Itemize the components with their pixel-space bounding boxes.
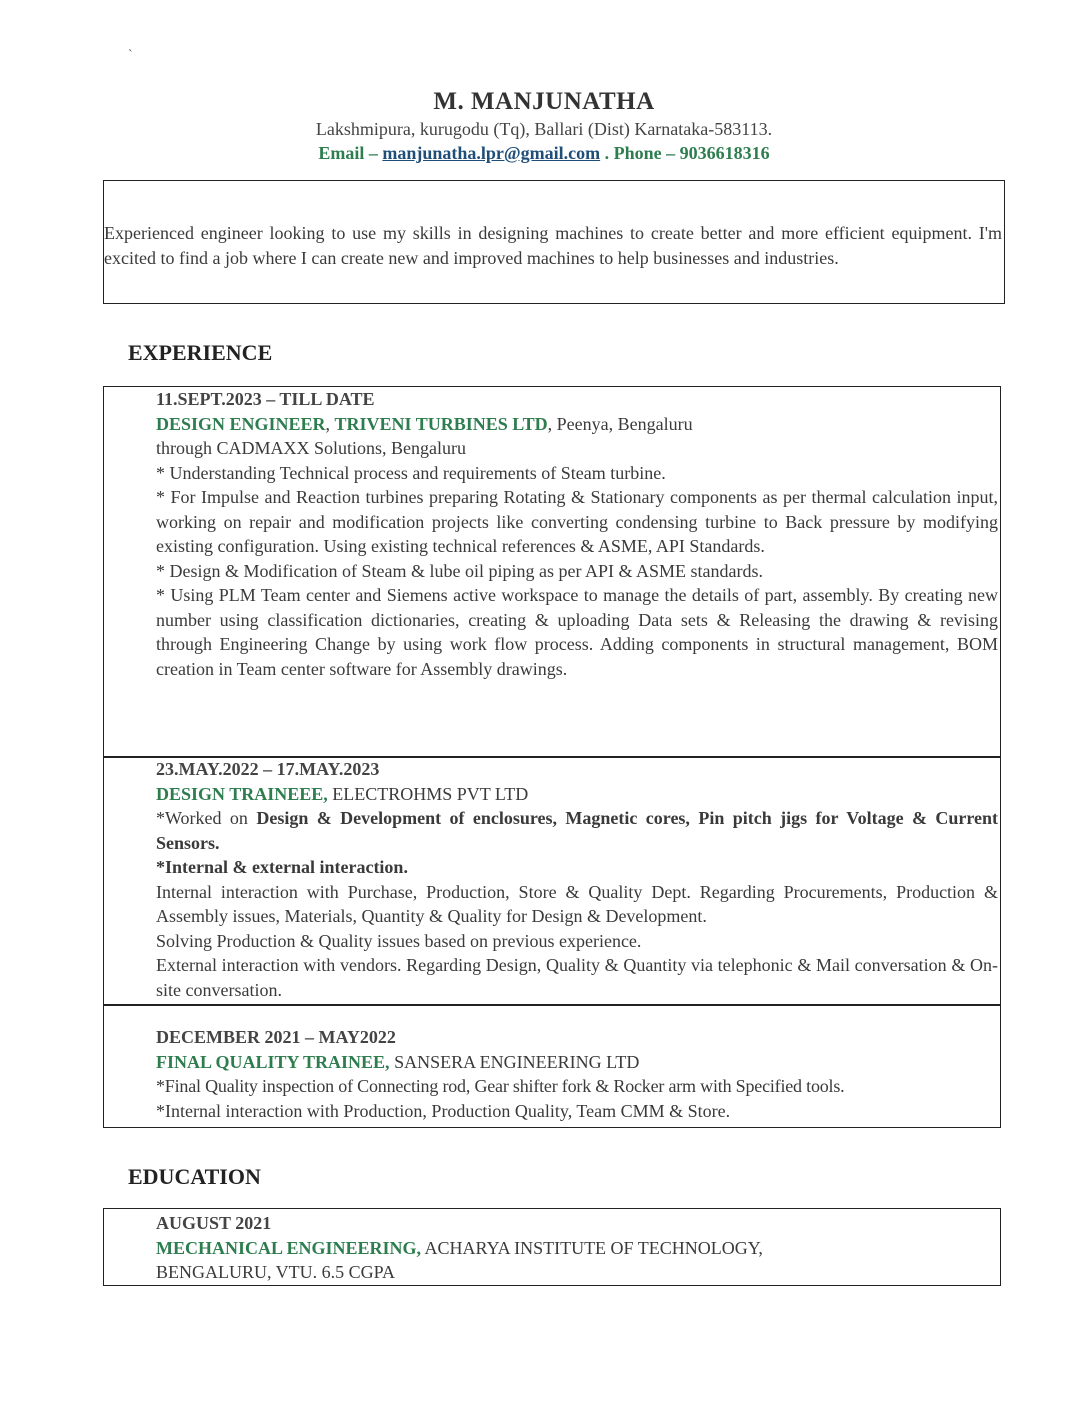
entry-via: through CADMAXX Solutions, Bengaluru <box>156 438 466 458</box>
experience-entry-3 <box>103 1004 1001 1128</box>
entry-point <box>156 806 998 855</box>
entry-location: , Peenya, Bengaluru <box>547 413 693 434</box>
entry-point: Solving Production & Quality issues based on previous experience. <box>156 930 642 951</box>
entry-point: *Final Quality inspection of Connecting rod, Gear shifter fork & Rocker arm with Specified tools. <box>156 1076 845 1096</box>
phone-number: 9036618316 <box>679 143 770 163</box>
entry-date: 23.MAY.2022 – 17.MAY.2023 <box>156 759 380 779</box>
education-details: BENGALURU, VTU. 6.5 CGPA <box>156 1262 396 1282</box>
entry-date: 11.SEPT.2023 – TILL DATE <box>156 389 375 409</box>
education-entry-content <box>156 1211 998 1285</box>
education-heading: EDUCATION <box>128 1164 261 1189</box>
stray-mark: ` <box>128 48 133 63</box>
summary-box <box>103 180 1005 304</box>
entry-role: DESIGN ENGINEER <box>156 413 326 434</box>
experience-entry-3-content <box>156 1025 1000 1123</box>
education-degree: MECHANICAL ENGINEERING, <box>156 1237 422 1258</box>
entry-company: ELECTROHMS PVT LTD <box>327 783 529 804</box>
entry-point: * Understanding Technical process and requirements of Steam turbine. <box>156 462 666 483</box>
entry-role-line <box>156 782 998 807</box>
entry-role: DESIGN TRAINEEE, <box>156 783 328 804</box>
entry-subheading: *Internal & external interaction. <box>156 857 408 877</box>
point-prefix: *Worked on <box>156 808 257 828</box>
education-degree-line <box>156 1236 998 1261</box>
experience-entry-2 <box>103 756 1001 1006</box>
entry-company-sep: , <box>325 413 335 434</box>
entry-point: *Internal interaction with Production, Production Quality, Team CMM & Store. <box>156 1100 731 1121</box>
entry-company: SANSERA ENGINEERING LTD <box>389 1051 640 1072</box>
summary-text: Experienced engineer looking to use my skills in designing machines to create better and more efficient equipment. I'm excited to find a job where I can create new and improved machines to help businesses and industries. <box>104 223 1002 268</box>
email-link[interactable]: manjunatha.lpr@gmail.com <box>382 143 601 163</box>
entry-role: FINAL QUALITY TRAINEE, <box>156 1051 390 1072</box>
experience-entry-2-content <box>156 757 998 1002</box>
email-label: Email – <box>318 143 383 163</box>
entry-date: DECEMBER 2021 – MAY2022 <box>156 1027 396 1047</box>
entry-point: External interaction with vendors. Regarding Design, Quality & Quantity via telephonic & Mail conversation & On-site conversation. <box>156 955 998 1000</box>
entry-point: * For Impulse and Reaction turbines preparing Rotating & Stationary components as per thermal calculation input, working on repair and modification projects like converting condensing turbine to Back pressure by modifying existing configuration. Using existing technical references & ASME, API Standards. <box>156 487 998 556</box>
phone-label: Phone – <box>613 143 680 163</box>
education-institute: ACHARYA INSTITUTE OF TECHNOLOGY, <box>421 1237 763 1258</box>
entry-company: TRIVENI TURBINES LTD <box>334 413 548 434</box>
entry-role-line <box>156 412 998 437</box>
address: Lakshmipura, kurugodu (Tq), Ballari (Dist) Karnataka-583113. <box>315 119 773 139</box>
entry-point: Internal interaction with Purchase, Production, Store & Quality Dept. Regarding Procurements, Production & Assembly issues, Materials, Quantity & Quality for Design & Development. <box>156 881 998 926</box>
education-entry <box>103 1208 1001 1286</box>
entry-role-line <box>156 1050 1000 1075</box>
point-bold: Design & Development of enclosures, Magnetic cores, Pin pitch jigs for Voltage & Current Sensors. <box>156 808 999 853</box>
resume-header <box>0 86 1088 166</box>
experience-entry-1 <box>103 386 1001 758</box>
experience-heading: EXPERIENCE <box>128 340 273 365</box>
entry-point: * Design & Modification of Steam & lube oil piping as per API & ASME standards. <box>156 560 763 581</box>
candidate-name: M. MANJUNATHA <box>433 88 655 115</box>
contact-separator: . <box>600 143 614 163</box>
education-date: AUGUST 2021 <box>156 1213 272 1233</box>
contact-line <box>0 140 1088 166</box>
entry-point: * Using PLM Team center and Siemens active workspace to manage the details of part, assembly. By creating new number using classification dictionaries, creating & uploading Data sets & Releasing the drawing & revising through Engineering Change by using work flow process. Adding components in structural management, BOM creation in Team center software for Assembly drawings. <box>156 585 998 679</box>
experience-entry-1-content <box>156 387 998 681</box>
